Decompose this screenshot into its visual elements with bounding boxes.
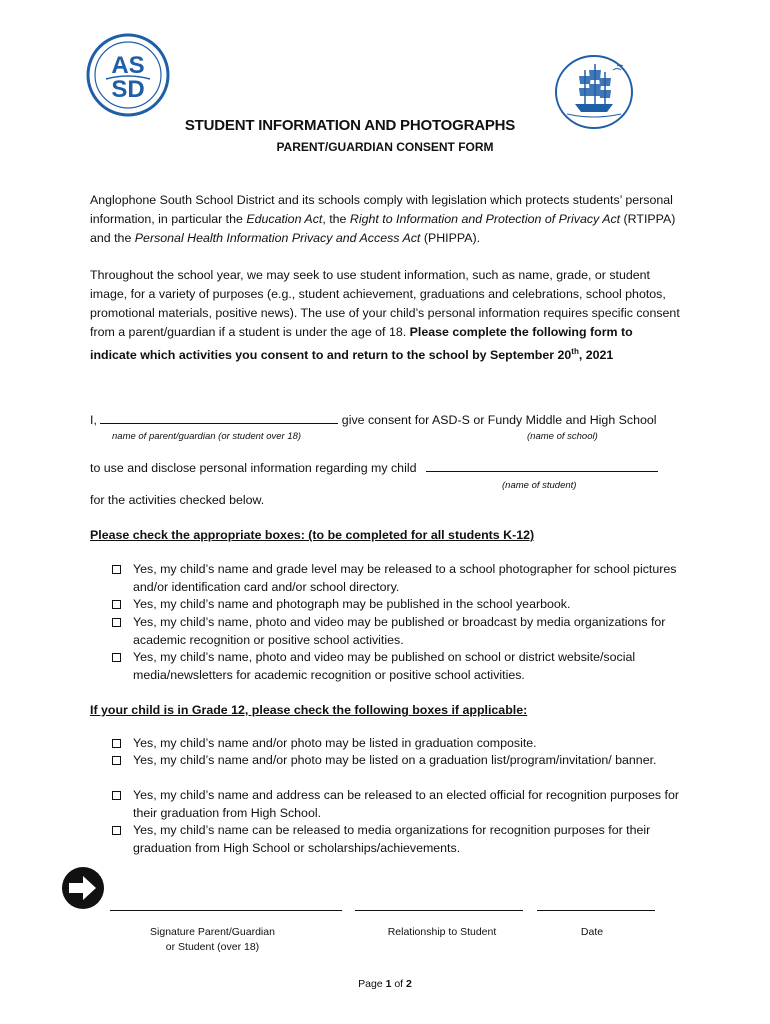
checkbox-graduation-composite[interactable] [112,739,121,748]
caption-student-name: (name of student) [502,480,577,491]
date-field[interactable] [537,910,655,911]
relationship-label: Relationship to Student [387,926,497,938]
page-number: Page 1 of 2 [358,978,412,990]
parent-name-field[interactable] [100,412,338,424]
caption-parent-name: name of parent/guardian (or student over 18) [112,431,302,442]
logo-letters-top: AS [111,52,145,79]
consent-line-parent: I, give consent for ASD-S or Fundy Middle and High School [90,413,657,427]
consent-line-activities: for the activities checked below. [90,493,265,507]
relationship-field[interactable] [355,910,523,911]
intro-paragraph-2: Throughout the school year, we may seek to use student information, such as name, grade, or student image, for a variety of purposes (e.g., student achievement, graduations and celebrations, school photos, promotional materials, positive news). The use of your child’s personal information requires specific consent from a parent/guardian if a student is under the age of 18. Please complete the following form to indicate which activities you consent to and return to the school by September 20th, 2021 [90,268,680,363]
checkbox-elected-official[interactable] [112,791,121,800]
intro-paragraph-1: Anglophone South School District and its schools comply with legislation which protects students’ personal information, in particular the Education Act, the Right to Information and Protection of Privacy Act (RTIPPA) and the Personal Health Information Privacy and Access Act (PHIPPA). [90,193,676,245]
checkbox-item: Yes, my child’s name can be released to media organizations for recognition purposes for their graduation from High School or scholarships/achievements. [112,822,682,857]
checkbox-yearbook[interactable] [112,600,121,609]
form-subtitle: PARENT/GUARDIAN CONSENT FORM [276,140,494,154]
date-label: Date [580,926,604,938]
checkbox-item: Yes, my child’s name, photo and video may be published on school or district website/social media/newsletters for academic recognition or positive school activities. [112,649,682,684]
checkbox-item: Yes, my child’s name, photo and video may be published or broadcast by media organizations for academic recognition or positive school activities. [112,614,682,649]
section-heading-grade-12: If your child is in Grade 12, please check the following boxes if applicable: [90,703,528,717]
form-title: STUDENT INFORMATION AND PHOTOGRAPHS [184,117,516,134]
section-heading-all-students: Please check the appropriate boxes: (to be completed for all students K-12) [90,528,535,542]
signature-label: Signature Parent/Guardian or Student (over 18) [150,926,275,953]
caption-school-name: (name of school) [527,431,598,442]
checkbox-item: Yes, my child’s name and/or photo may be listed on a graduation list/program/invitation/ banner. [112,752,682,770]
checkbox-item: Yes, my child’s name and photograph may be published in the school yearbook. [112,596,682,614]
district-logo [86,33,170,117]
checkbox-graduation-list[interactable] [112,756,121,765]
student-name-field[interactable] [426,460,658,472]
signature-field[interactable] [110,910,342,911]
logo-letters-bottom: SD [111,76,145,103]
checkbox-media-broadcast[interactable] [112,618,121,627]
checkbox-media-recognition[interactable] [112,826,121,835]
checkbox-item: Yes, my child’s name and grade level may be released to a school photographer for school pictures and/or identification card and/or school directory. [112,561,682,596]
checkbox-website-social[interactable] [112,653,121,662]
checkbox-item: Yes, my child’s name and/or photo may be listed in graduation composite. [112,735,682,753]
consent-line-student: to use and disclose personal information regarding my child [90,460,658,475]
checkbox-item: Yes, my child’s name and address can be released to an elected official for recognition purposes for their graduation from High School. [112,787,682,822]
checkbox-photographer[interactable] [112,565,121,574]
arrow-right-icon [61,866,105,910]
